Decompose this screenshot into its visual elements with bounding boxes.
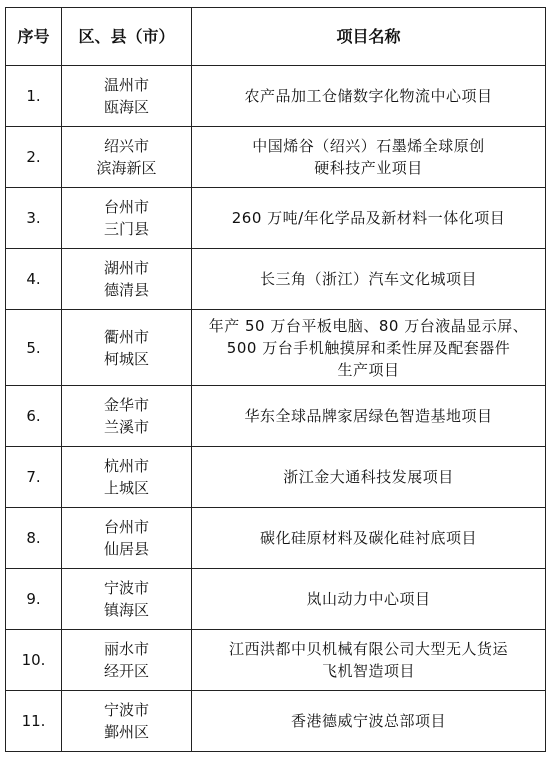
cell-district xyxy=(62,569,192,630)
cell-serial: 5. xyxy=(6,310,62,386)
project-name-line: 260 万吨/年化学品及新材料一体化项目 xyxy=(231,209,506,227)
cell-district xyxy=(62,447,192,508)
table-row xyxy=(6,386,546,447)
project-table xyxy=(5,7,546,752)
cell-serial: 9. xyxy=(6,569,62,630)
city-name: 宁波市 xyxy=(103,579,149,597)
table-row xyxy=(6,249,546,310)
district-name: 滨海新区 xyxy=(96,159,157,177)
cell-project-name xyxy=(192,249,546,310)
cell-project-name xyxy=(192,569,546,630)
district-name: 经开区 xyxy=(103,662,149,680)
cell-project-name xyxy=(192,691,546,752)
project-name-line: 中国烯谷（绍兴）石墨烯全球原创 xyxy=(252,137,485,155)
header-serial: 序号 xyxy=(6,8,62,66)
district-name: 柯城区 xyxy=(103,349,149,368)
table-row xyxy=(6,310,546,386)
table-row xyxy=(6,66,546,127)
cell-serial: 10. xyxy=(6,630,62,691)
city-name: 杭州市 xyxy=(103,457,149,475)
cell-serial: 7. xyxy=(6,447,62,508)
city-name: 衢州市 xyxy=(103,327,149,346)
cell-serial: 6. xyxy=(6,386,62,447)
cell-district xyxy=(62,386,192,447)
district-name: 瓯海区 xyxy=(103,98,149,116)
cell-serial: 11. xyxy=(6,691,62,752)
cell-district xyxy=(62,249,192,310)
city-name: 温州市 xyxy=(103,76,149,94)
table-row xyxy=(6,188,546,249)
cell-serial: 1. xyxy=(6,66,62,127)
cell-district xyxy=(62,66,192,127)
cell-serial: 4. xyxy=(6,249,62,310)
cell-project-name xyxy=(192,66,546,127)
project-name-line: 岚山动力中心项目 xyxy=(306,590,431,608)
district-name: 三门县 xyxy=(103,220,149,238)
cell-project-name xyxy=(192,508,546,569)
header-district: 区、县（市） xyxy=(62,8,192,66)
cell-district xyxy=(62,310,192,386)
district-name: 仙居县 xyxy=(103,540,149,558)
cell-project-name xyxy=(192,386,546,447)
cell-project-name xyxy=(192,127,546,188)
table-body xyxy=(6,66,546,752)
city-name: 台州市 xyxy=(103,198,149,216)
table-header-row xyxy=(6,8,546,66)
table-row xyxy=(6,691,546,752)
cell-district xyxy=(62,127,192,188)
project-name-line: 浙江金大通科技发展项目 xyxy=(283,468,454,486)
table-row xyxy=(6,508,546,569)
project-name-line: 硬科技产业项目 xyxy=(314,159,423,177)
project-name-line: 华东全球品牌家居绿色智造基地项目 xyxy=(244,407,493,425)
district-name: 镇海区 xyxy=(103,601,149,619)
city-name: 丽水市 xyxy=(103,640,149,658)
project-name-line: 农产品加工仓储数字化物流中心项目 xyxy=(244,87,493,105)
project-name-line: 年产 50 万台平板电脑、80 万台液晶显示屏、 xyxy=(208,316,529,335)
header-project-name: 项目名称 xyxy=(192,8,546,66)
project-name-line: 飞机智造项目 xyxy=(321,662,415,680)
table-row xyxy=(6,447,546,508)
city-name: 宁波市 xyxy=(103,701,149,719)
project-name-line: 500 万台手机触摸屏和柔性屏及配套器件 xyxy=(226,338,511,357)
city-name: 湖州市 xyxy=(103,259,149,277)
district-name: 上城区 xyxy=(103,479,149,497)
project-name-line: 生产项目 xyxy=(337,360,400,379)
district-name: 鄞州区 xyxy=(103,723,149,741)
city-name: 金华市 xyxy=(103,396,149,414)
project-name-line: 香港德威宁波总部项目 xyxy=(290,712,446,730)
cell-district xyxy=(62,691,192,752)
cell-project-name xyxy=(192,630,546,691)
cell-district xyxy=(62,188,192,249)
project-name-line: 碳化硅原材料及碳化硅衬底项目 xyxy=(259,529,477,547)
cell-serial: 8. xyxy=(6,508,62,569)
cell-project-name xyxy=(192,188,546,249)
district-name: 德清县 xyxy=(103,281,149,299)
cell-serial: 2. xyxy=(6,127,62,188)
cell-district xyxy=(62,630,192,691)
cell-serial: 3. xyxy=(6,188,62,249)
table-row xyxy=(6,630,546,691)
table-row xyxy=(6,569,546,630)
cell-project-name xyxy=(192,447,546,508)
district-name: 兰溪市 xyxy=(103,418,149,436)
cell-project-name xyxy=(192,310,546,386)
cell-district xyxy=(62,508,192,569)
project-name-line: 江西洪都中贝机械有限公司大型无人货运 xyxy=(228,640,508,658)
project-name-line: 长三角（浙江）汽车文化城项目 xyxy=(259,270,477,288)
table-row xyxy=(6,127,546,188)
city-name: 绍兴市 xyxy=(103,137,149,155)
city-name: 台州市 xyxy=(103,518,149,536)
